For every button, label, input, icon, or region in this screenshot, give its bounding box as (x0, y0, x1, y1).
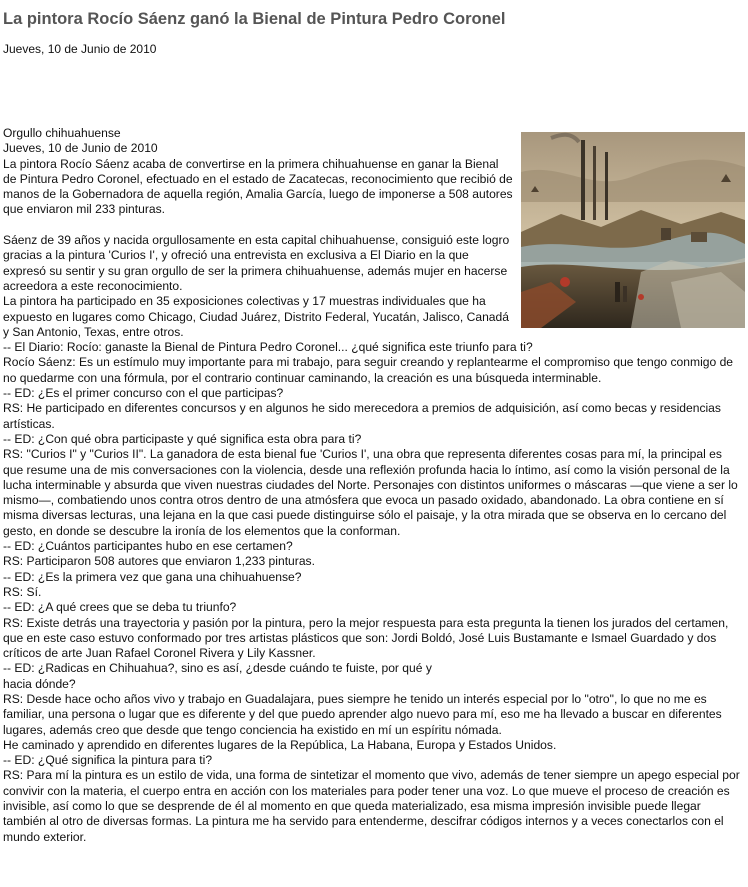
interview-question: -- ED: ¿Con qué obra participaste y qué significa esta obra para ti? (3, 431, 362, 446)
interview-question: -- ED: ¿Cuántos participantes hubo en ese certamen? (3, 539, 293, 554)
interview-answer-continued: He caminado y aprendido en diferentes lugares de la República, La Habana, Europa y Estados Unidos. (3, 737, 557, 752)
interview-answer: RS: "Curios I" y "Curios II". La ganadora de esta bienal fue 'Curios I', una obra que representa diferentes cosas para mí, la principal es que resume una de mis conversaciones con la violencia, desde una reflexión profunda hacia lo íntimo, así como la visión personal de la lucha interminable y absurda que viven nuestras ciudades del Norte. Personajes con distintos uniformes o máscaras —que viene a ser lo mismo—, combatiendo unos contra otros dentro de una atmósfera que evoca un pasado oxidado, abandonado. La obra contiene en sí misma diversas lecturas, una lejana en la que casi puede distinguirse sólo el paisaje, y la otra mirada que se observa en lo cercano del gesto, en donde se descubre la ironía de los elementos que la conforman. (3, 447, 738, 538)
interview-answer: RS: Participaron 508 autores que enviaron 1,233 pinturas. (3, 554, 315, 569)
publication-date: Jueves, 10 de Junio de 2010 (3, 42, 157, 56)
headline: La pintora Rocío Sáenz ganó la Bienal de Pintura Pedro Coronel (3, 10, 506, 28)
interview-answer: RS: Para mí la pintura es un estilo de vida, una forma de sintetizar el momento que vivo, además de tener siempre un apego especial por convivir con la materia, el cuerpo entra en acción con los materiales para poder tener una voz. Lo que mueve el proceso de creación es invisible, así como lo que se desprende de él al momento en que queda materializado, esa misma impresión invisible puede llegar también al otro de diversas formas. La pintura me ha servido para entenderme, descifrar códigos internos y a veces conectarlos con el mundo exterior. (3, 768, 740, 844)
interview-question: -- El Diario: Rocío: ganaste la Bienal de Pintura Pedro Coronel... ¿qué significa este triunfo para ti? (3, 340, 533, 355)
interview-question: -- ED: ¿Es el primer concurso con el que participas? (3, 386, 284, 401)
interview-question: -- ED: ¿Es la primera vez que gana una chihuahuense? (3, 569, 302, 584)
interview-answer: RS: Desde hace ocho años vivo y trabajo en Guadalajara, pues siempre he tenido un interés especial por lo "otro", lo que no me es familiar, una persona o lugar que es diferente y del que puedo aprender algo nuevo para mí, eso me ha llevado a buscar en diferentes lugares, además creo que desde que tengo conciencia ha existido en mí un espíritu nómada. (3, 691, 722, 737)
interview-question: -- ED: ¿Radicas en Chihuahua?, sino es así, ¿desde cuándo te fuiste, por qué y (3, 661, 432, 676)
interview-question-continued: hacia dónde? (3, 676, 76, 691)
interview-answer: RS: Existe detrás una trayectoria y pasión por la pintura, pero la mejor respuesta para esta pregunta la tienen los jurados del certamen, que en este caso estuvo conformado por tres artistas plásticos que son: Jordi Boldó, José Luis Bustamante e Ismael Guardado y dos críticos de arte Juan Rafael Coronel Rivera y Lily Kassner. (3, 615, 729, 661)
interview-question: -- ED: ¿A qué crees que se deba tu triunfo? (3, 600, 237, 615)
paragraph-profile: Sáenz de 39 años y nacida orgullosamente en esta capital chihuahuense, consiguió este logro gracias a la pintura 'Curios I', y ofreció una entrevista en exclusiva a El Diario en la que expresó su sentir y su gran orgullo de ser la primera chihuahuense, además mujer en hacerse acreedora a este reconocimiento. (3, 233, 510, 293)
painting-image (521, 132, 745, 328)
paragraph-exhibitions: La pintora ha participado en 35 exposiciones colectivas y 17 muestras individuales que ha expuesto en lugares como Chicago, Ciudad Juárez, Distrito Federal, Yucatán, Jalisco, Canadá y San Antonio, Texas, entre otros. (3, 294, 509, 339)
article-body (3, 126, 745, 845)
interview-answer: Rocío Sáenz: Es un estímulo muy importante para mi trabajo, para seguir creando y replantearme el compromiso que tengo conmigo de no quedarme con una fórmula, por el contrario continuar caminando, la creación es una búsqueda interminable. (3, 355, 734, 385)
article-date: Jueves, 10 de Junio de 2010 (3, 141, 158, 156)
article-section: Orgullo chihuahuense (3, 126, 121, 140)
interview-answer: RS: Sí. (3, 584, 42, 599)
interview-answer: RS: He participado en diferentes concursos y en algunos he sido merecedora a premios de adquisición, así como becas y residencias artísticas. (3, 401, 721, 431)
interview-question: -- ED: ¿Qué significa la pintura para ti? (3, 753, 213, 768)
paragraph-lead: La pintora Rocío Sáenz acaba de convertirse en la primera chihuahuense en ganar la Bienal de Pintura Pedro Coronel, efectuado en el estado de Zacatecas, reconocimiento que recibió de manos de la Gobernadora de aquella región, Amalia García, luego de imponerse a 508 autores que enviaron mil 233 pinturas. (3, 156, 513, 217)
